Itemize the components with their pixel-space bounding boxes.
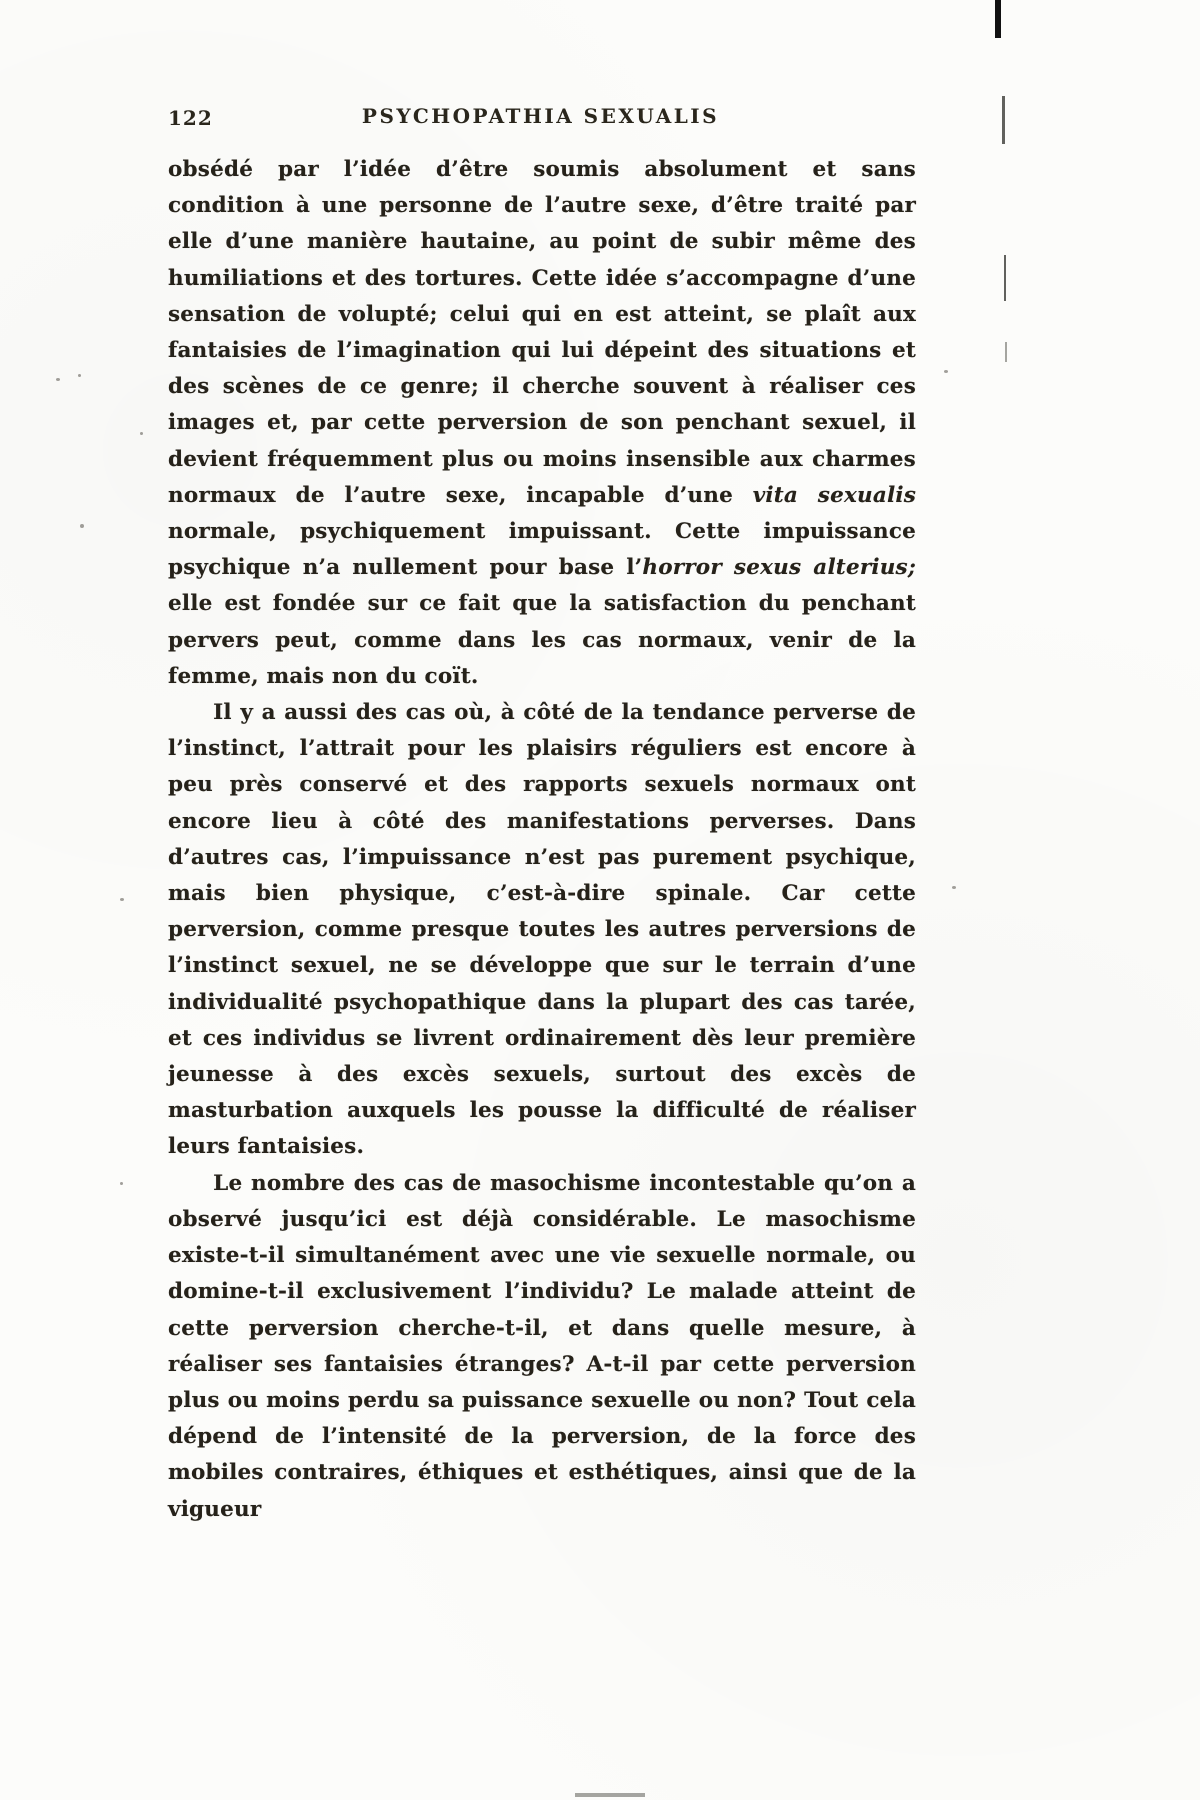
scan-artifact-top-right-bar [995, 0, 1001, 38]
scan-speck [78, 374, 81, 377]
text-segment: elle est fondée sur ce fait que la satisfaction du penchant pervers peut, comme dans les cas normaux, venir de la femme, mais non du coït. [168, 591, 916, 689]
scan-artifact-right-1 [1002, 96, 1005, 144]
scan-artifact-right-3 [1005, 342, 1007, 362]
running-header: PSYCHOPATHIA SEXUALIS [361, 104, 720, 128]
page-number: 122 [168, 106, 213, 130]
scan-artifact-bottom [575, 1793, 645, 1797]
scan-speck [952, 886, 956, 889]
italic-text-segment: horror sexus alterius; [642, 555, 916, 581]
scan-artifact-right-2 [1004, 255, 1006, 301]
paragraph [168, 695, 916, 1166]
page-body [168, 152, 916, 1528]
running-head-row [168, 104, 913, 134]
paragraph [168, 152, 916, 695]
text-segment: normale, psychiquement impuissant. Cette impuissance psychique n’a nullement pour base l’ [168, 519, 916, 581]
italic-text-segment: vita sexualis [752, 482, 916, 508]
scan-speck [80, 524, 84, 528]
scan-speck [56, 378, 60, 381]
text-segment: Il y a aussi des cas où, à côté de la tendance perverse de l’instinct, l’attrait pour les plaisirs réguliers est encore à peu près conservé et des rapports sexuels normaux ont encore lieu à côté des manifestations perverses. Dans d’autres cas, l’impuissance n’est pas purement psychique, mais bien physique, c’est-à-dire spinale. Car cette perversion, comme presque toutes les autres perversions de l’instinct sexuel, ne se développe que sur le terrain d’une individualité psychopathique dans la plupart des cas tarée, et ces individus se livrent ordinairement dès leur première jeunesse à des excès sexuels, surtout des excès de masturbation auxquels les pousse la difficulté de réaliser leurs fantaisies. [168, 700, 916, 1160]
text-segment: obsédé par l’idée d’être soumis absolument et sans condition à une personne de l’autre sexe, d’être traité par elle d’une manière hautaine, au point de subir même des humiliations et des tortures. Cette idée s’accompagne d’une sensation de volupté; celui qui en est atteint, se plaît aux fantaisies de l’imagination qui lui dépeint des situations et des scènes de ce genre; il cherche souvent à réaliser ces images et, par cette perversion de son penchant sexuel, il devient fréquemment plus ou moins insensible aux charmes normaux de l’autre sexe, incapable d’une [168, 157, 916, 508]
scan-speck [120, 1182, 123, 1185]
scan-speck [140, 432, 143, 435]
scan-speck [944, 370, 948, 373]
paragraph [168, 1166, 916, 1528]
scan-speck [120, 898, 124, 901]
text-segment: Le nombre des cas de masochisme incontestable qu’on a observé jusqu’ici est déjà considérable. Le masochisme existe-t-il simultanément avec une vie sexuelle normale, ou domine-t-il exclusivement l’individu? Le malade atteint de cette perversion cherche-t-il, et dans quelle mesure, à réaliser ses fantaisies étranges? A-t-il par cette perversion plus ou moins perdu sa puissance sexuelle ou non? Tout cela dépend de l’intensité de la perversion, de la force des mobiles contraires, éthiques et esthétiques, ainsi que de la vigueur [168, 1170, 916, 1522]
